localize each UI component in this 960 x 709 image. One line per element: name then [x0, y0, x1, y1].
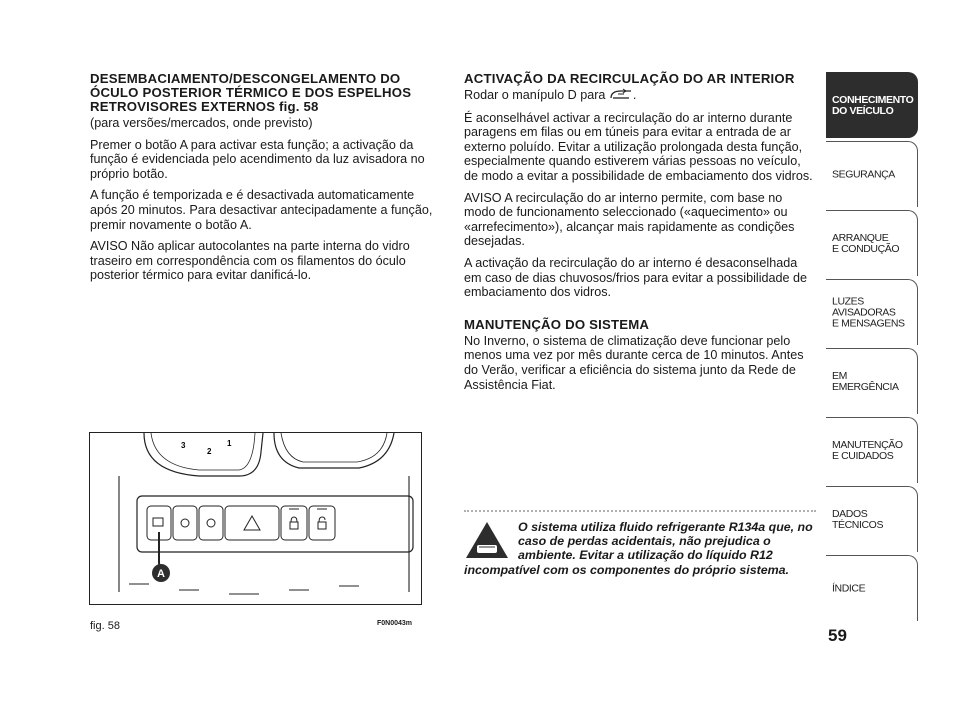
- figure-code: F0N0043m: [377, 620, 413, 627]
- recirculation-paragraph-1: [464, 88, 816, 104]
- figure-caption: fig. 58: [90, 620, 120, 632]
- left-column: [90, 72, 442, 290]
- unlock-button[interactable]: [309, 506, 335, 540]
- chapter-sidebar: [826, 72, 918, 624]
- dial-number-1: 1: [227, 439, 232, 448]
- maintenance-paragraph: No Inverno, o sistema de climatização deve funcionar pelo menos uma vez por mês durante cerca de 10 minutos. Antes do Verão, verificar a eficiência do sistema junto da Rede de Assistência Fiat.: [464, 333, 804, 392]
- defrost-paragraph-1: Premer o botão A para activar esta função; a activação da função é evidenciada pelo acendimento da luz avisadora no próprio botão.: [90, 137, 425, 181]
- tab-conhecimento-do-veiculo[interactable]: CONHECIMENTO DO VEÍCULO: [826, 72, 918, 138]
- dial-number-3: 3: [181, 441, 186, 450]
- tab-em-emergencia[interactable]: EM EMERGÊNCIA: [826, 348, 918, 414]
- front-fog-button[interactable]: [173, 506, 197, 540]
- tab-dados-tecnicos[interactable]: DADOS TÉCNICOS: [826, 486, 918, 552]
- dial-number-2: 2: [207, 447, 212, 456]
- recirculation-paragraph-4: A activação da recirculação do ar interno é desaconselhada em caso de dias chuvosos/frios para evitar a possibilidade de embaciamento dos vidros.: [464, 255, 808, 300]
- warning-block: [464, 520, 816, 577]
- hazard-button[interactable]: [225, 506, 279, 540]
- warning-icon: [464, 520, 518, 562]
- section-heading-recirculation: ACTIVAÇÃO DA RECIRCULAÇÃO DO AR INTERIOR: [464, 71, 795, 86]
- rear-fog-button[interactable]: [199, 506, 223, 540]
- recirculation-icon: [609, 88, 633, 104]
- page-number: 59: [828, 626, 847, 645]
- section-heading-defrost: DESEMBACIAMENTO/DESCONGELAMENTO DO ÓCULO POSTERIOR TÉRMICO E DOS ESPELHOS RETROVISORES EXTERNOS fig. 58: [90, 71, 412, 114]
- callout-label-a: A: [157, 568, 165, 580]
- defrost-paragraph-2: A função é temporizada e é desactivada automaticamente após 20 minutos. Para desactivar antecipadamente a função, premir novamente o botão A.: [90, 188, 433, 232]
- defrost-subtitle: (para versões/mercados, onde previsto): [90, 116, 313, 130]
- tab-indice[interactable]: ÍNDICE: [826, 555, 918, 621]
- section-heading-maintenance: MANUTENÇÃO DO SISTEMA: [464, 316, 650, 332]
- tab-arranque-e-conducao[interactable]: ARRANQUE E CONDUÇÃO: [826, 210, 918, 276]
- warning-text: O sistema utiliza fluido refrigerante R134a que, no caso de perdas acidentais, não prejudica o ambiente. Evitar a utilização do líquido R12 incompatível com os componentes do próprio sistema.: [464, 520, 813, 577]
- tab-manutencao-e-cuidados[interactable]: MANUTENÇÃO E CUIDADOS: [826, 417, 918, 483]
- lock-button[interactable]: [281, 506, 307, 540]
- recirculation-paragraph-2: É aconselhável activar a recirculação do ar interno durante paragens em filas ou em túneis para evitar a entrada de ar externo poluído. Evitar a utilização prolongada desta função, especialmente quando estiverem várias pessoas no veículo, de modo a evitar a possibilidade de embaciamento dos vidros.: [464, 110, 813, 183]
- defrost-paragraph-3: AVISO Não aplicar autocolantes na parte interna do vidro traseiro em correspondência com os filamentos do óculo posterior térmico para evitar danificá-lo.: [90, 239, 410, 283]
- right-column: [464, 72, 816, 399]
- recirculation-paragraph-1-end: .: [632, 88, 637, 103]
- recirculation-paragraph-1-text: Rodar o manípulo D para: [464, 88, 606, 103]
- tab-seguranca[interactable]: SEGURANÇA: [826, 141, 918, 207]
- tab-luzes-avisadoras[interactable]: LUZES AVISADORAS E MENSAGENS: [826, 279, 918, 345]
- dashboard-illustration: [89, 432, 422, 605]
- recirculation-paragraph-3: AVISO A recirculação do ar interno permite, com base no modo de funcionamento seleccionado («aquecimento» ou «arrefecimento»), alcançar mais rapidamente as condições desejadas.: [464, 190, 795, 249]
- figure-58: [89, 432, 422, 605]
- warning-divider: [464, 510, 816, 512]
